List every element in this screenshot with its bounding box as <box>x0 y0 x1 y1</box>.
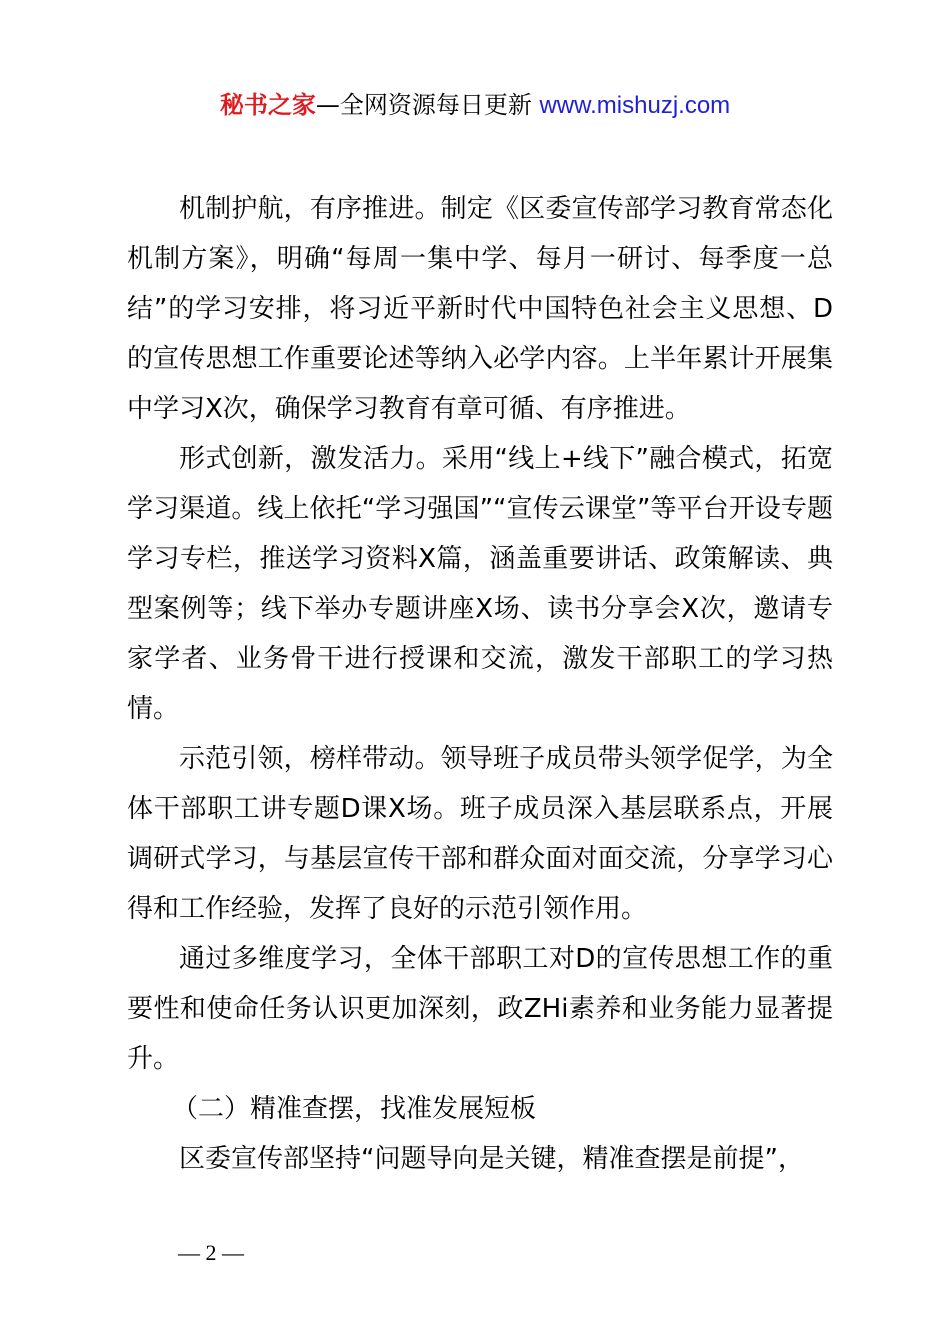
site-url-link[interactable]: www.mishuzj.com <box>539 92 731 119</box>
page-number: — 2 — <box>178 1240 244 1265</box>
site-header <box>0 88 950 123</box>
section-heading: （二）精准查摆，找准发展短板 <box>172 1094 537 1124</box>
paragraph-innovation: 形式创新，激发活力。采用“线上+线下”融合模式，拓宽学习渠道。线上依托“学习强国”“宣传云课堂”等平台开设专题学习专栏，推送学习资料X篇，涵盖重要讲话、政策解读、典型案例等；线下举办专题讲座X场、读书分享会X次，邀请专家学者、业务骨干进行授课和交流，激发干部职工的学习热情。 <box>127 444 833 724</box>
paragraph-summary: 通过多维度学习，全体干部职工对D的宣传思想工作的重要性和使命任务认识更加深刻，政ZHi素养和业务能力显著提升。 <box>127 944 833 1074</box>
site-brand: 秘书之家 <box>219 91 316 119</box>
site-tagline: —全网资源每日更新 <box>315 91 540 119</box>
paragraph-mechanism: 机制护航，有序推进。制定《区委宣传部学习教育常态化机制方案》，明确“每周一集中学、每月一研讨、每季度一总结”的学习安排，将习近平新时代中国特色社会主义思想、D的宣传思想工作重要论述等纳入必学内容。上半年累计开展集中学习X次，确保学习教育有章可循、有序推进。 <box>127 194 833 424</box>
document-body <box>127 184 833 1184</box>
paragraph-problem-check: 区委宣传部坚持“问题导向是关键，精准查摆是前提”， <box>179 1144 804 1174</box>
paragraph-leadership: 示范引领，榜样带动。领导班子成员带头领学促学，为全体干部职工讲专题D课X场。班子成员深入基层联系点，开展调研式学习，与基层宣传干部和群众面对面交流，分享学习心得和工作经验，发挥了良好的示范引领作用。 <box>127 744 833 924</box>
